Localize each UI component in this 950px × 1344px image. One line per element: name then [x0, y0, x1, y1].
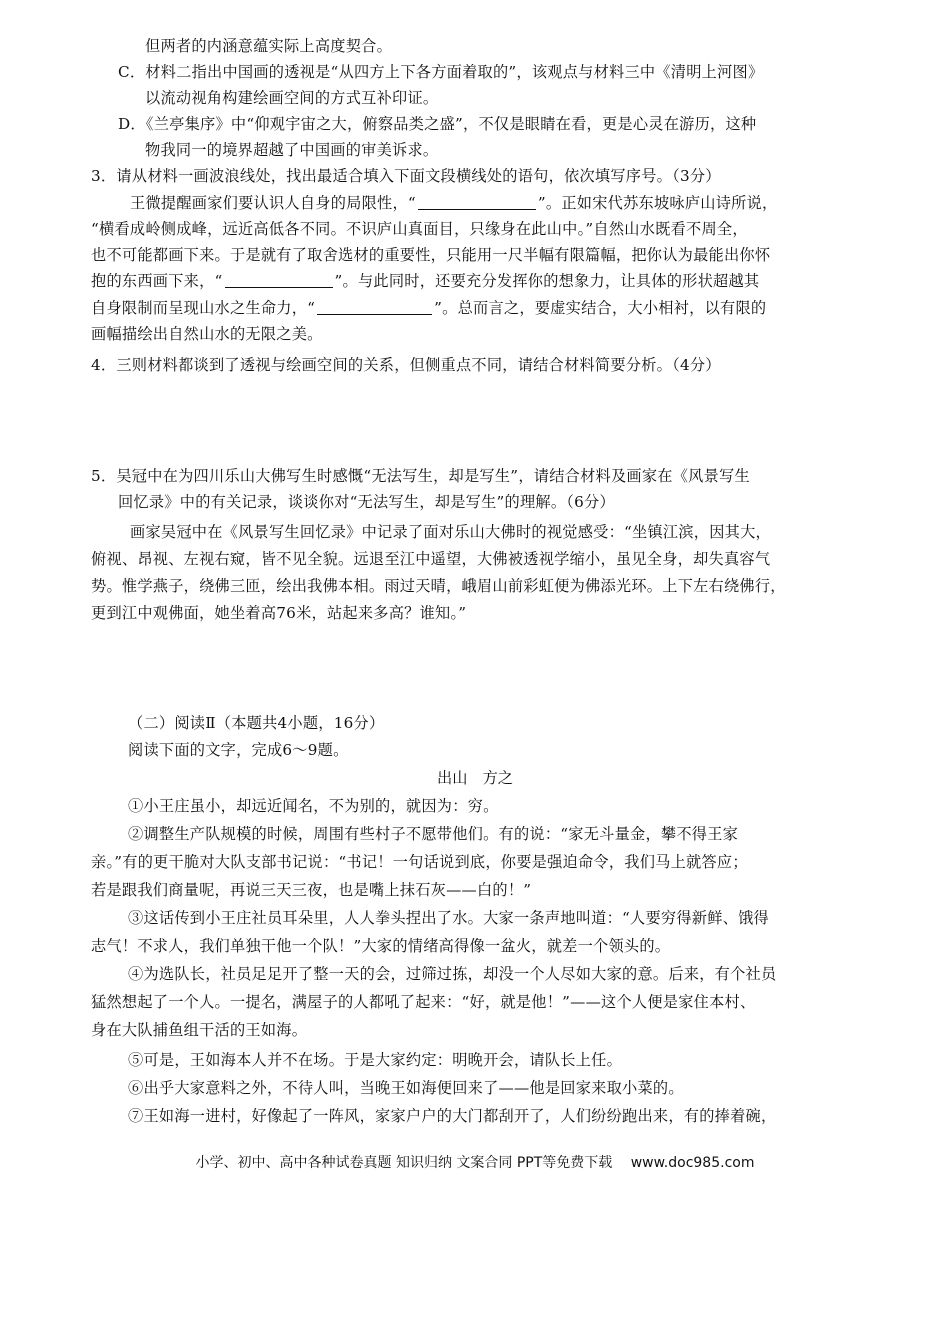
q5-stem-line1: 5．吴冠中在为四川乐山大佛写生时感慨“无法写生，却是写生”，请结合材料及画家在《风景写生 [91, 467, 750, 485]
q3-passage-line2: “横看成岭侧成峰，远近高低各不同。不识庐山真面目，只缘身在此山中。”自然山水既看不周全， [91, 220, 748, 238]
story-para-4-line1: ④为选队长，社员足足开了整一天的会，过筛过拣，却没一个人尽如大家的意。后来，有个社员 [128, 965, 777, 983]
q5-quote-line1: 画家吴冠中在《风景写生回忆录》中记录了面对乐山大佛时的视觉感受：“坐镇江滨，因其大， [130, 523, 771, 541]
q5-quote-line2: 俯视、昂视、左视右窥，皆不见全貌。远退至江中遥望，大佛被透视学缩小，虽见全身，却失真容气 [91, 550, 771, 568]
q3-passage-line4: 抱的东西画下来，“ ”。与此同时，还要充分发挥你的想象力，让具体的形状超越其 [91, 272, 760, 290]
q2-option-d-line1: D．《兰亭集序》中“仰观宇宙之大，俯察品类之盛”，不仅是眼睛在看，更是心灵在游历，这种 [118, 115, 757, 133]
story-para-4-line2: 猛然想起了一个人。一提名，满屋子的人都吼了起来：“好，就是他！”——这个人便是家住本村、 [91, 993, 756, 1011]
q5-answer-space[interactable] [91, 630, 871, 710]
q3-passage-line1: 王微提醒画家们要认识人自身的局限性，“ ”。正如宋代苏东坡咏庐山诗所说， [130, 194, 778, 212]
q2-option-c-line1: C．材料二指出中国画的透视是“从四方上下各方面着取的”，该观点与材料三中《清明上河图》 [118, 63, 764, 81]
q2-option-c-line2: 以流动视角构建绘画空间的方式互补印证。 [145, 89, 439, 107]
story-para-3-line1: ③这话传到小王庄社员耳朵里，人人拳头捏出了水。大家一条声地叫道：“人要穷得新鲜、饿得 [128, 909, 769, 927]
q2-option-b-end: 但两者的内涵意蕴实际上高度契合。 [145, 37, 392, 55]
q3-blank-1[interactable] [418, 195, 536, 210]
q3-passage-line6: 画幅描绘出自然山水的无限之美。 [91, 325, 323, 343]
story-para-3-line2: 志气！不求人，我们单独干他一个队！”大家的情绪高得像一盆火，就差一个领头的。 [91, 937, 671, 955]
q3-blank-3[interactable] [317, 300, 432, 315]
section2-instruction: 阅读下面的文字，完成6～9题。 [128, 741, 349, 759]
story-para-1: ①小王庄虽小，却远近闻名，不为别的，就因为：穷。 [128, 797, 499, 815]
page-footer: 小学、初中、高中各种试卷真题 知识归纳 文案合同 PPT等免费下载 www.doc985.com [195, 1155, 755, 1171]
story-para-7: ⑦王如海一进村，好像起了一阵风，家家户户的大门都刮开了，人们纷纷跑出来，有的捧着碗， [128, 1107, 777, 1125]
q5-stem-line2: 回忆录》中的有关记录，谈谈你对“无法写生，却是写生”的理解。（6分） [118, 493, 615, 511]
story-title: 出山 方之 [437, 769, 513, 787]
section2-heading: （二）阅读Ⅱ（本题共4小题，16分） [128, 714, 385, 732]
story-para-2-line2: 亲。”有的更干脆对大队支部书记说：“书记！一句话说到底，你要是强迫命令，我们马上就答应； [91, 853, 748, 871]
q4-answer-space[interactable] [91, 380, 871, 460]
story-para-2-line1: ②调整生产队规模的时候，周围有些村子不愿带他们。有的说：“家无斗量金，攀不得王家 [128, 825, 739, 843]
q3-blank-2[interactable] [225, 273, 333, 288]
story-para-6: ⑥出乎大家意料之外，不待人叫，当晚王如海便回来了——他是回家来取小菜的。 [128, 1079, 684, 1097]
q3-passage-line5: 自身限制而呈现山水之生命力，“ ”。总而言之，要虚实结合，大小相衬，以有限的 [91, 299, 767, 317]
q3-passage-line3: 也不可能都画下来。于是就有了取舍选材的重要性，只能用一尺半幅有限篇幅，把你认为最能出你怀 [91, 246, 771, 264]
q3-stem: 3．请从材料一画波浪线处，找出最适合填入下面文段横线处的语句，依次填写序号。（3分） [91, 167, 721, 185]
q4-stem: 4．三则材料都谈到了透视与绘画空间的关系，但侧重点不同，请结合材料简要分析。（4分） [91, 356, 721, 374]
q5-quote-line3: 势。惟学燕子，绕佛三匝，绘出我佛本相。雨过天晴，峨眉山前彩虹便为佛添光环。上下左右绕佛行， [91, 577, 786, 595]
story-para-2-line3: 若是跟我们商量呢，再说三天三夜，也是嘴上抹石灰——白的！” [91, 881, 532, 899]
q5-quote-line4: 更到江中观佛面，她坐着高76米，站起来多高？谁知。” [91, 604, 467, 622]
story-para-4-line3: 身在大队捕鱼组干活的王如海。 [91, 1021, 308, 1039]
story-para-5: ⑤可是，王如海本人并不在场。于是大家约定：明晚开会，请队长上任。 [128, 1051, 622, 1069]
q2-option-d-line2: 物我同一的境界超越了中国画的审美诉求。 [145, 141, 439, 159]
